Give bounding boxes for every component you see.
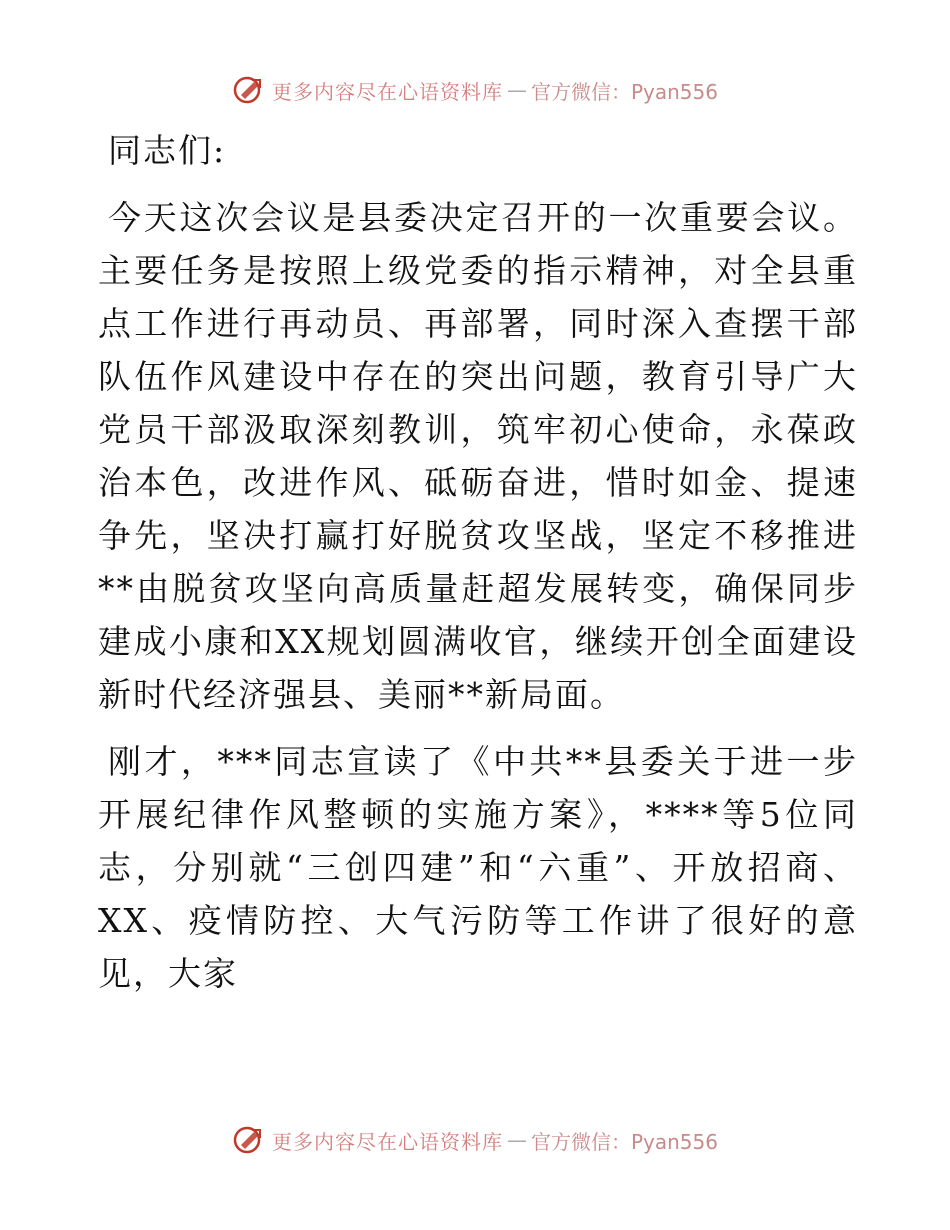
footer-separator: — bbox=[506, 1128, 527, 1152]
header-wechat: 官方微信：Pyan556 bbox=[530, 79, 718, 104]
document-body bbox=[98, 124, 858, 1000]
paragraph-1: 今天这次会议是县委决定召开的一次重要会议。主要任务是按照上级党委的指示精神，对全县重点工作进行再动员、再部署，同时深入查摆干部队伍作风建设中存在的突出问题，教育引导广大党员干部汲取深刻教训，筑牢初心使命，永葆政治本色，改进作风、砥砺奋进，惜时如金、提速争先，坚决打赢打好脱贫攻坚战，坚定不移推进**由脱贫攻坚向高质量赶超发展转变，确保同步建成小康和XX规划圆满收官，继续开创全面建设新时代经济强县、美丽**新局面。 bbox=[98, 198, 858, 714]
logo-icon bbox=[232, 73, 266, 107]
header-separator: — bbox=[506, 78, 527, 102]
header-banner bbox=[0, 70, 950, 110]
logo-icon bbox=[232, 1123, 266, 1157]
header-title: 更多内容尽在心语资料库 bbox=[271, 79, 503, 104]
footer-title: 更多内容尽在心语资料库 bbox=[271, 1129, 503, 1154]
footer-banner bbox=[0, 1120, 950, 1160]
paragraph-2: 刚才，***同志宣读了《中共**县委关于进一步开展纪律作风整顿的实施方案》，****等5位同志，分别就“三创四建”和“六重”、开放招商、XX、疫情防控、大气污防等工作讲了很好的意见，大家 bbox=[98, 742, 858, 993]
greeting: 同志们: bbox=[108, 131, 227, 170]
footer-wechat: 官方微信：Pyan556 bbox=[530, 1129, 718, 1154]
